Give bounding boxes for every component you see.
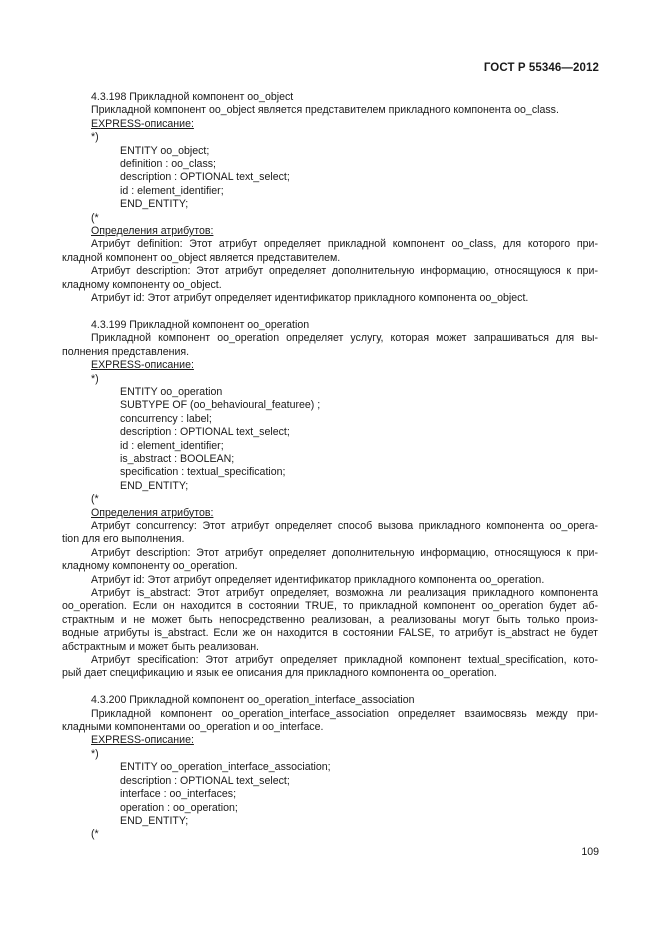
express-code-line: description : OPTIONAL text_select; [120, 171, 290, 184]
express-comment-open: *) [91, 372, 99, 385]
attribute-definition-line: oo_operation. Если он находится в состоянии TRUE, то прикладной компонент oo_operation будет аб- [62, 600, 598, 613]
express-code-line: id : element_identifier; [120, 184, 224, 197]
express-code-line: END_ENTITY; [120, 814, 189, 827]
express-comment-close: (* [91, 828, 99, 841]
express-code-line: END_ENTITY; [120, 198, 189, 211]
section-gap [62, 681, 598, 694]
document-body [62, 91, 598, 842]
section-intro-line: Прикладной компонент oo_object является представителем прикладного компонента oo_class. [91, 104, 559, 117]
express-code-line: concurrency : label; [120, 412, 212, 425]
attributes-label: Определения атрибутов: [91, 225, 214, 238]
express-comment-close: (* [91, 211, 99, 224]
express-code-line: END_ENTITY; [120, 479, 189, 492]
attributes-label: Определения атрибутов: [91, 506, 214, 519]
express-code-line: definition : oo_class; [120, 158, 216, 171]
attribute-definition-line: Атрибут definition: Этот атрибут определяет прикладной компонент oo_class, для которого при- [91, 238, 598, 251]
section-intro-line: Прикладной компонент oo_operation определяет услугу, которая может запрашиваться для вы- [91, 332, 598, 345]
express-code-line: id : element_identifier; [120, 439, 224, 452]
attribute-definition-line: Атрибут is_abstract: Этот атрибут определяет, возможна ли реализация прикладного компонента [91, 587, 598, 600]
express-label: EXPRESS-описание: [91, 734, 194, 747]
express-comment-close: (* [91, 493, 99, 506]
attribute-definition-line: страктным и не может быть непосредственно реализован, а реализованы могут быть только произ- [62, 613, 598, 626]
express-label: EXPRESS-описание: [91, 359, 194, 372]
express-code-line: SUBTYPE OF (oo_behavioural_featuree) ; [120, 399, 321, 412]
attribute-definition-line: абстрактным и может быть реализован. [62, 640, 260, 653]
express-code-line: description : OPTIONAL text_select; [120, 774, 290, 787]
section-gap [62, 306, 598, 319]
express-label: EXPRESS-описание: [91, 117, 194, 130]
express-code-line: ENTITY oo_object; [120, 144, 210, 157]
express-code-line: description : OPTIONAL text_select; [120, 426, 290, 439]
express-code-line: ENTITY oo_operation_interface_association; [120, 761, 331, 774]
attribute-definition-line: Атрибут id: Этот атрибут определяет идентификатор прикладного компонента oo_operation. [91, 573, 545, 586]
attribute-definition-line: Атрибут description: Этот атрибут определяет дополнительную информацию, относящуюся к при- [91, 265, 598, 278]
attribute-definition-line: Атрибут concurrency: Этот атрибут определяет способ вызова прикладного компонента oo_opera- [91, 519, 598, 532]
section-heading: 4.3.198 Прикладной компонент oo_object [91, 91, 294, 103]
express-code-line: is_abstract : BOOLEAN; [120, 452, 235, 465]
page-number: 109 [581, 846, 599, 858]
standard-designation: ГОСТ Р 55346—2012 [483, 62, 599, 74]
express-code-line: operation : oo_operation; [120, 801, 238, 814]
express-code-line: specification : textual_specification; [120, 466, 286, 479]
attribute-definition-line: кладному компоненту oo_object. [62, 278, 222, 291]
section-intro-line: кладными компонентами oo_operation и oo_interface. [62, 721, 324, 734]
section-intro-line: полнения представления. [62, 345, 190, 358]
attribute-definition-line: водные атрибуты is_abstract. Если же он находится в состоянии FALSE, то атрибут is_abstract не будет [62, 627, 598, 640]
express-code-line: interface : oo_interfaces; [120, 788, 237, 801]
attribute-definition-line: Атрибут id: Этот атрибут определяет идентификатор прикладного компонента oo_object. [91, 292, 529, 305]
attribute-definition-line: Атрибут specification: Этот атрибут определяет прикладной компонент textual_specification, кото- [91, 654, 598, 667]
express-code-line: ENTITY oo_operation [120, 385, 223, 398]
express-comment-open: *) [91, 131, 99, 144]
attribute-definition-line: Атрибут description: Этот атрибут определяет дополнительную информацию, относящуюся к при- [91, 546, 598, 559]
section-heading: 4.3.200 Прикладной компонент oo_operation_interface_association [91, 694, 415, 707]
express-comment-open: *) [91, 747, 99, 760]
section-heading: 4.3.199 Прикладной компонент oo_operation [91, 318, 310, 331]
attribute-definition-line: кладной компонент oo_object является представителем. [62, 251, 341, 264]
attribute-definition-line: tion для его выполнения. [62, 533, 185, 546]
attribute-definition-line: кладному компоненту oo_operation. [62, 560, 238, 573]
section-intro-line: Прикладной компонент oo_operation_interface_association определяет взаимосвязь между при- [91, 707, 598, 720]
attribute-definition-line: рый дает спецификацию и язык ее описания для прикладного компонента oo_operation. [62, 667, 497, 680]
